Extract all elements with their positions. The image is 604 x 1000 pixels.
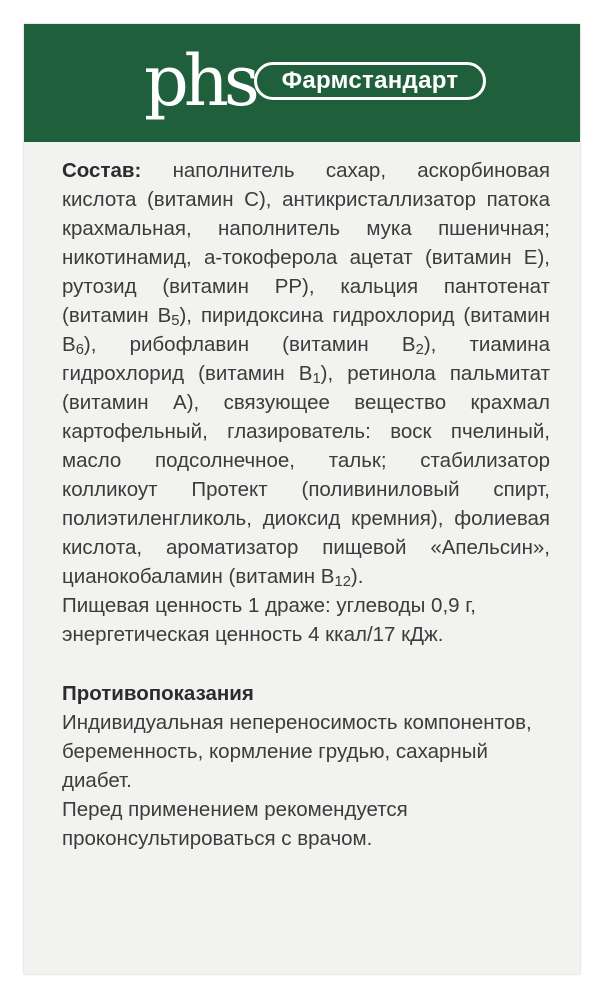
composition-text: ), ретинола пальмитат (витамин А), связующее вещество крахмал картофельный, глазирователь: воск пчелиный, масло подсолнечное, тальк; стабилизатор колликоут Протект (поливиниловый спирт, полиэтиленгликоль, диоксид кремния), фолиевая кислота, ароматизатор пищевой «Апельсин», цианокобаламин (витамин В bbox=[62, 362, 551, 588]
composition-paragraph bbox=[62, 156, 550, 591]
vitamin-subscript: 1 bbox=[312, 370, 321, 387]
composition-text: ). bbox=[350, 565, 364, 588]
vitamin-subscript: 12 bbox=[334, 573, 351, 590]
label-text bbox=[62, 156, 550, 853]
consultation-advice: Перед применением рекомендуется проконсультироваться с врачом. bbox=[62, 798, 408, 850]
nutrition-info: Пищевая ценность 1 драже: углеводы 0,9 г, энергетическая ценность 4 ккал/17 кДж. bbox=[62, 594, 476, 646]
vitamin-subscript: 5 bbox=[171, 312, 180, 329]
composition-text: ), рибофлавин (витамин В bbox=[83, 333, 416, 356]
vitamin-subscript: 2 bbox=[415, 341, 424, 358]
contraindications-text: Индивидуальная непереносимость компонентов, беременность, кормление грудью, сахарный диабет. bbox=[62, 711, 532, 792]
vitamin-subscript: 6 bbox=[75, 341, 84, 358]
contraindications-title: Противопоказания bbox=[62, 682, 254, 705]
composition-text: ), пиридоксина гидрохлорид (витамин В bbox=[62, 304, 551, 356]
brand-logo bbox=[144, 40, 490, 122]
logo-mark: phs bbox=[144, 40, 255, 122]
composition-text: ), тиамина гидрохлорид (витамин В bbox=[62, 333, 550, 385]
header-band bbox=[24, 24, 580, 142]
composition-label: Состав: bbox=[62, 159, 142, 182]
brand-name: Фармстандарт bbox=[254, 62, 486, 100]
composition-text: наполнитель сахар, аскорбиновая кислота (витамин С), антикристаллизатор патока крахмальная, наполнитель мука пшеничная; никотинамид, а-токоферола ацетат (витамин Е), рутозид (витамин РР), кальция пантотенат (витамин В bbox=[62, 159, 550, 327]
